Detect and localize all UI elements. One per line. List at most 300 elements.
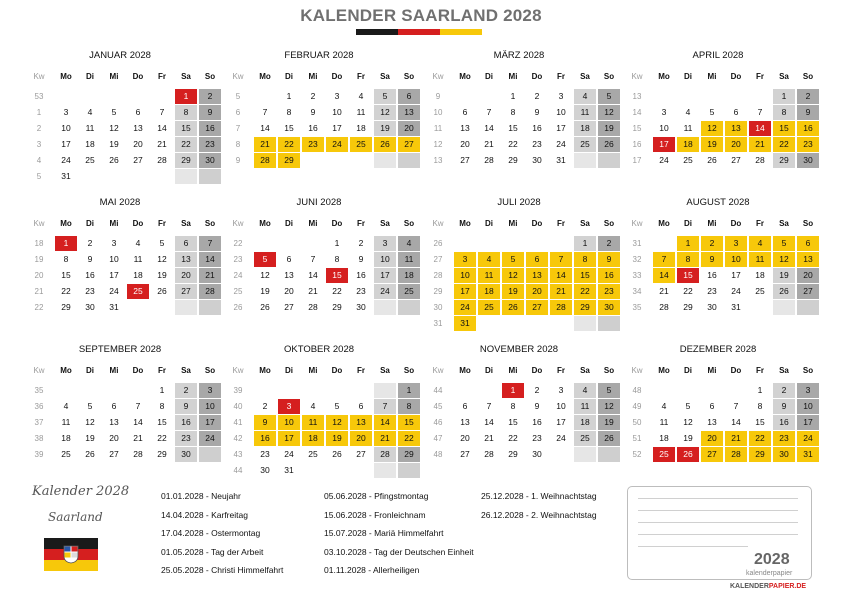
day-cell: 23 [532,433,542,443]
day-cell: 7 [486,401,492,411]
day-cell: 21 [133,433,143,443]
day-cell: 30 [773,447,795,462]
weekday-label: Fr [557,366,565,375]
day-cell: 23 [356,286,366,296]
week-row [628,431,813,446]
day-cell: 27 [175,284,197,299]
week-row [229,105,414,120]
weekday-label: Fr [557,72,565,81]
day-cell: 8 [159,401,165,411]
day-cell: 12 [502,268,524,283]
day-cell: 13 [526,268,548,283]
day-cell: 25 [755,286,765,296]
day-cell: 30 [532,449,542,459]
holiday-item: 17.04.2028 - Ostermontag [161,528,261,538]
week-row [429,121,614,136]
day-cell [103,383,125,398]
weekday-header [429,366,615,378]
day-cell: 29 [773,153,795,168]
day-cell: 24 [284,449,294,459]
day-cell: 14 [653,268,675,283]
week-number: 9 [235,156,241,165]
week-row [429,431,614,446]
day-cell: 26 [85,449,95,459]
weekday-label: Di [285,72,293,81]
day-cell: 20 [109,433,119,443]
day-cell [398,153,420,168]
weekday-label: So [802,72,814,81]
day-cell: 13 [109,417,119,427]
day-cell: 24 [659,155,669,165]
day-cell: 21 [157,139,167,149]
day-cell: 2 [310,91,316,101]
day-cell: 8 [63,254,69,264]
day-cell [550,236,572,251]
holiday-item: 15.06.2028 - Fronleichnam [324,509,426,520]
month-name: JANUAR 2028 [89,50,151,61]
week-number: 2 [36,124,42,133]
day-cell: 19 [85,433,95,443]
weekday-label: Mi [308,366,318,375]
weekday-label: Sa [580,366,590,375]
day-cell: 27 [133,155,143,165]
day-cell: 10 [725,252,747,267]
day-cell: 12 [773,252,795,267]
day-cell: 10 [374,252,396,267]
week-row [429,153,609,168]
day-cell: 7 [374,399,396,414]
day-cell: 20 [133,139,143,149]
day-cell: 21 [374,431,396,446]
weekday-label: Mo [60,72,72,81]
day-cell: 1 [757,385,763,395]
day-cell [79,169,101,184]
weekday-header [30,72,216,84]
day-cell: 30 [175,447,197,462]
day-cell [478,383,500,398]
day-cell: 19 [701,137,723,152]
day-cell [326,383,348,398]
day-cell: 13 [284,270,294,280]
day-cell: 20 [398,121,420,136]
weekday-label: So [204,219,216,228]
day-cell: 15 [326,268,348,283]
day-cell: 17 [454,284,476,299]
day-cell: 21 [254,137,276,152]
holiday-item: 05.06.2028 - Pfingstmontag [324,491,429,501]
weekday-label: Mo [658,366,670,375]
day-cell: 20 [701,431,723,446]
day-cell [199,169,221,184]
day-cell: 30 [598,300,620,315]
day-cell [127,169,149,184]
month-name: APRIL 2028 [692,50,744,61]
day-cell: 27 [398,137,420,152]
week-number: 19 [34,255,44,264]
day-cell: 23 [773,431,795,446]
day-cell: 16 [598,268,620,283]
day-cell: 19 [773,268,795,283]
day-cell: 1 [773,89,795,104]
day-cell: 28 [725,447,747,462]
week-number: 18 [34,239,44,248]
week-number: 41 [233,418,243,427]
weekday-label: Sa [779,72,789,81]
day-cell: 17 [731,270,741,280]
note-line [638,534,798,535]
week-row [429,284,614,299]
week-number: 48 [632,386,642,395]
week-number: 23 [233,255,243,264]
day-cell: 30 [85,302,95,312]
day-cell: 23 [707,286,717,296]
week-number: 49 [632,402,642,411]
weekday-label: Mo [459,219,471,228]
day-cell: 16 [199,121,221,136]
day-cell [254,89,276,104]
week-number: 22 [233,239,243,248]
day-cell: 21 [749,137,771,152]
week-row [429,383,612,398]
day-cell: 7 [550,252,572,267]
day-cell: 3 [63,107,69,117]
day-cell: 27 [797,284,819,299]
day-cell: 19 [598,415,620,430]
day-cell: 28 [199,284,221,299]
week-row [628,89,811,104]
week-row [628,252,813,267]
day-cell: 8 [510,107,516,117]
week-row [229,153,409,168]
week-row [429,316,609,331]
day-cell: 10 [109,254,119,264]
week-row [229,284,414,299]
week-row [628,153,813,168]
day-cell: 2 [87,238,93,248]
day-cell [374,153,396,168]
holiday-list-1 [161,487,283,580]
week-row [229,252,414,267]
day-cell: 28 [659,302,669,312]
day-cell: 6 [797,236,819,251]
day-cell: 12 [85,417,95,427]
day-cell: 2 [534,91,540,101]
weekday-header [628,366,814,378]
day-cell: 20 [460,433,470,443]
day-cell: 4 [358,91,364,101]
day-cell: 8 [677,252,699,267]
day-cell [199,447,221,462]
day-cell [326,463,348,478]
weekday-label: Di [684,219,692,228]
day-cell: 24 [61,155,71,165]
day-cell: 14 [374,415,396,430]
day-cell: 26 [332,449,342,459]
day-cell: 19 [598,121,620,136]
weekday-label: Mi [707,219,717,228]
day-cell: 17 [374,268,396,283]
day-cell: 6 [358,401,364,411]
weekday-label: So [603,72,615,81]
weekday-label: Mi [508,366,518,375]
day-cell: 8 [510,401,516,411]
day-cell: 1 [574,236,596,251]
day-cell: 28 [133,449,143,459]
week-row [30,137,215,152]
day-cell: 2 [358,238,364,248]
day-cell: 27 [460,155,470,165]
day-cell: 15 [175,121,197,136]
holiday-list-2 [324,487,474,580]
day-cell: 26 [773,284,795,299]
week-row [628,447,813,462]
day-cell: 6 [286,254,292,264]
day-cell: 19 [502,284,524,299]
day-cell: 4 [310,401,316,411]
side-subtitle: Saarland [48,510,103,524]
week-number: 40 [233,402,243,411]
week-row [628,383,811,398]
weekday-label: Kw [432,72,444,81]
week-number: 1 [36,108,42,117]
week-number: 21 [34,287,44,296]
day-cell: 2 [534,385,540,395]
brand-part2: PAPIER.DE [768,583,807,590]
week-row [229,415,414,430]
day-cell [701,383,723,398]
day-cell: 1 [334,238,340,248]
day-cell: 14 [550,268,572,283]
day-cell: 8 [175,105,197,120]
weekday-label: Sa [181,219,191,228]
day-cell: 15 [61,270,71,280]
weekday-label: Do [132,219,144,228]
day-cell: 23 [532,139,542,149]
week-row [30,105,213,120]
weekday-label: Fr [557,219,565,228]
day-cell [701,89,723,104]
day-cell: 18 [574,121,596,136]
day-cell: 13 [460,417,470,427]
day-cell: 26 [707,155,717,165]
flag-stripe-black [356,29,398,35]
brand-part1: KALENDER [730,583,769,590]
day-cell: 12 [109,123,119,133]
day-cell: 5 [598,383,620,398]
weekday-label: Sa [380,72,390,81]
day-cell: 14 [133,417,143,427]
day-cell [254,236,276,251]
weekday-label: Mo [60,366,72,375]
week-number: 13 [632,92,642,101]
week-row [229,137,414,152]
weekday-label: Do [331,72,343,81]
day-cell [677,89,699,104]
day-cell [478,316,500,331]
week-number: 28 [433,271,443,280]
weekday-header [628,219,814,231]
day-cell: 23 [175,431,197,446]
day-cell: 22 [508,139,518,149]
day-cell: 1 [398,383,420,398]
day-cell [398,463,420,478]
day-cell: 17 [109,270,119,280]
day-cell [302,463,324,478]
day-cell: 27 [701,447,723,462]
day-cell: 22 [175,137,197,152]
page-title: KALENDER SAARLAND 2028 [300,6,542,25]
day-cell: 14 [731,417,741,427]
day-cell: 9 [773,399,795,414]
weekday-label: Do [730,219,742,228]
day-cell: 12 [260,270,270,280]
day-cell: 9 [701,252,723,267]
day-cell: 29 [61,302,71,312]
day-cell: 17 [278,431,300,446]
day-cell: 22 [278,137,300,152]
week-row [628,236,811,251]
week-number: 53 [34,92,44,101]
week-number: 35 [34,386,44,395]
day-cell: 3 [278,399,300,414]
weekday-label: Di [86,72,94,81]
day-cell: 26 [598,431,620,446]
week-row [628,137,813,152]
day-cell: 7 [310,254,316,264]
day-cell: 17 [797,415,819,430]
weekday-label: So [603,219,615,228]
week-number: 31 [632,239,642,248]
day-cell: 14 [308,270,318,280]
week-number: 35 [632,303,642,312]
day-cell: 28 [484,449,494,459]
week-row [30,447,210,462]
day-cell [526,236,548,251]
day-cell: 22 [157,433,167,443]
day-cell: 31 [797,447,819,462]
day-cell [79,89,101,104]
week-number: 47 [433,434,443,443]
day-cell [653,383,675,398]
day-cell [175,169,197,184]
day-cell: 5 [159,238,165,248]
day-cell: 29 [508,155,518,165]
day-cell: 5 [685,401,691,411]
day-cell: 28 [157,155,167,165]
day-cell [598,447,620,462]
day-cell: 29 [508,449,518,459]
week-row [229,121,414,136]
day-cell: 27 [109,449,119,459]
day-cell: 20 [797,268,819,283]
day-cell [79,383,101,398]
day-cell: 10 [454,268,476,283]
weekday-label: Sa [380,366,390,375]
weekday-label: Di [285,219,293,228]
day-cell: 2 [262,401,268,411]
weekday-label: Kw [232,72,244,81]
day-cell: 3 [199,383,221,398]
day-cell: 25 [308,449,318,459]
weekday-label: Fr [357,72,365,81]
weekday-label: Mo [658,219,670,228]
month-name: NOVEMBER 2028 [479,344,559,355]
day-cell [127,383,149,398]
day-cell: 1 [286,91,292,101]
week-row [628,399,813,414]
day-cell: 7 [757,107,763,117]
day-cell: 23 [302,137,324,152]
day-cell: 23 [598,284,620,299]
day-cell: 10 [556,107,566,117]
day-cell [374,463,396,478]
day-cell: 28 [755,155,765,165]
holiday-item: 15.07.2028 - Mariä Himmelfahrt [324,528,444,538]
weekday-label: Do [531,72,543,81]
day-cell: 30 [797,153,819,168]
week-number: 31 [433,319,443,328]
day-cell: 18 [133,270,143,280]
weekday-label: Mo [459,366,471,375]
day-cell: 12 [374,105,396,120]
weekday-label: So [403,366,415,375]
day-cell: 27 [284,302,294,312]
weekday-label: Di [86,219,94,228]
day-cell: 23 [797,137,819,152]
day-cell: 10 [659,123,669,133]
day-cell: 8 [398,399,420,414]
weekday-label: Do [531,366,543,375]
day-cell: 11 [574,105,596,120]
day-cell: 4 [574,383,596,398]
day-cell: 18 [677,137,699,152]
day-cell: 11 [356,107,366,117]
day-cell: 6 [175,236,197,251]
weekday-label: Mi [508,219,518,228]
week-row [30,236,213,251]
week-row [30,121,215,136]
day-cell: 26 [109,155,119,165]
week-row [30,399,215,414]
weekday-header [229,72,415,84]
weekday-label: Sa [779,366,789,375]
day-cell: 17 [199,415,221,430]
day-cell: 23 [85,286,95,296]
day-cell [350,463,372,478]
day-cell [454,89,476,104]
day-cell: 29 [574,300,596,315]
day-cell: 22 [773,137,795,152]
day-cell: 27 [460,449,470,459]
day-cell: 9 [254,415,276,430]
day-cell [55,89,77,104]
day-cell [350,383,372,398]
week-number: 15 [632,124,642,133]
day-cell: 5 [111,107,117,117]
weekday-label: Kw [33,219,45,228]
day-cell: 3 [334,91,340,101]
day-cell: 24 [797,431,819,446]
day-cell [374,383,396,398]
day-cell: 5 [87,401,93,411]
week-number: 6 [235,108,241,117]
weekday-label: Mi [707,72,717,81]
day-cell: 31 [61,171,71,181]
week-number: 30 [433,303,443,312]
week-row [229,300,409,315]
day-cell: 30 [199,153,221,168]
day-cell: 26 [374,137,396,152]
